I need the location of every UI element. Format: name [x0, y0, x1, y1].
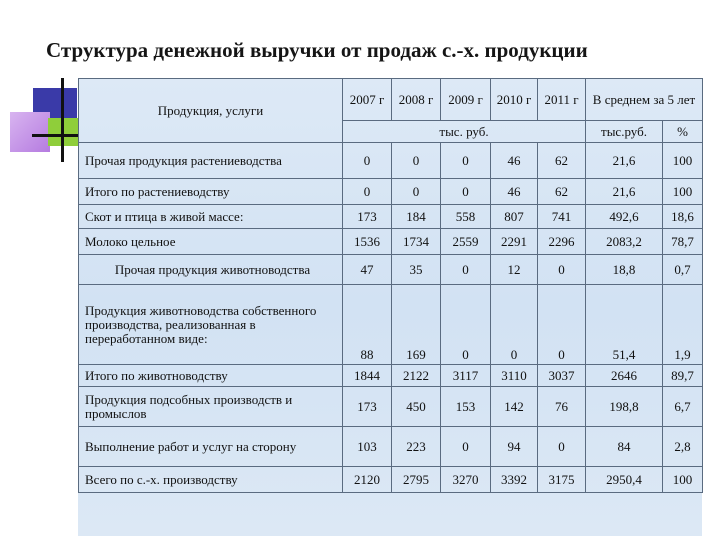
year-value-cell: 62: [538, 143, 586, 179]
header-year-cell: 2010 г: [491, 79, 538, 121]
year-value-cell: 0: [441, 143, 491, 179]
year-value-cell: 62: [538, 179, 586, 205]
average-value-cell: 492,6: [586, 205, 663, 229]
year-value-cell: 35: [392, 255, 441, 285]
percent-value-cell: 1,9: [663, 285, 703, 365]
year-value-cell: 2122: [392, 365, 441, 387]
header-year-cell: 2007 г: [343, 79, 392, 121]
header-year-cell: 2008 г: [392, 79, 441, 121]
percent-value-cell: 89,7: [663, 365, 703, 387]
year-value-cell: 3110: [491, 365, 538, 387]
year-value-cell: 558: [441, 205, 491, 229]
year-value-cell: 88: [343, 285, 392, 365]
year-value-cell: 173: [343, 387, 392, 427]
table-row: [79, 179, 703, 205]
year-value-cell: 0: [343, 143, 392, 179]
average-value-cell: 198,8: [586, 387, 663, 427]
table-row: [79, 255, 703, 285]
decor-square-lilac: [10, 112, 50, 152]
average-value-cell: 51,4: [586, 285, 663, 365]
year-value-cell: 1536: [343, 229, 392, 255]
year-value-cell: 94: [491, 427, 538, 467]
year-value-cell: 2559: [441, 229, 491, 255]
year-value-cell: 153: [441, 387, 491, 427]
year-value-cell: 0: [491, 285, 538, 365]
table-row: [79, 229, 703, 255]
header-year-cell: 2011 г: [538, 79, 586, 121]
year-value-cell: 169: [392, 285, 441, 365]
percent-value-cell: 100: [663, 179, 703, 205]
year-value-cell: 741: [538, 205, 586, 229]
table-row: [79, 205, 703, 229]
row-label: Продукция подсобных производств и промыслов: [79, 387, 343, 427]
header-year-cell: 2009 г: [441, 79, 491, 121]
header-average-cell: В среднем за 5 лет: [586, 79, 703, 121]
year-value-cell: 0: [441, 427, 491, 467]
year-value-cell: 0: [392, 179, 441, 205]
year-value-cell: 0: [538, 427, 586, 467]
average-value-cell: 21,6: [586, 179, 663, 205]
year-value-cell: 47: [343, 255, 392, 285]
year-value-cell: 103: [343, 427, 392, 467]
year-value-cell: 3175: [538, 467, 586, 493]
year-value-cell: 0: [538, 255, 586, 285]
average-value-cell: 84: [586, 427, 663, 467]
year-value-cell: 3392: [491, 467, 538, 493]
decor-line-vertical: [61, 78, 64, 162]
year-value-cell: 0: [392, 143, 441, 179]
table-row: [79, 387, 703, 427]
decor-line-horizontal: [32, 134, 80, 137]
year-value-cell: 3270: [441, 467, 491, 493]
year-value-cell: 2296: [538, 229, 586, 255]
header-product-cell: Продукция, услуги: [79, 79, 343, 143]
year-value-cell: 0: [441, 285, 491, 365]
average-value-cell: 21,6: [586, 143, 663, 179]
row-label: Прочая продукция растениеводства: [79, 143, 343, 179]
table-row: [79, 365, 703, 387]
average-value-cell: 18,8: [586, 255, 663, 285]
year-value-cell: 76: [538, 387, 586, 427]
year-value-cell: 0: [441, 255, 491, 285]
year-value-cell: 0: [441, 179, 491, 205]
year-value-cell: 46: [491, 179, 538, 205]
percent-value-cell: 0,7: [663, 255, 703, 285]
percent-value-cell: 100: [663, 467, 703, 493]
table-row: [79, 143, 703, 179]
year-value-cell: 1844: [343, 365, 392, 387]
year-value-cell: 3117: [441, 365, 491, 387]
slide-title: Структура денежной выручки от продаж с.-х. продукции: [46, 38, 588, 62]
table-row: [79, 285, 703, 365]
average-value-cell: 2083,2: [586, 229, 663, 255]
percent-value-cell: 6,7: [663, 387, 703, 427]
year-value-cell: 173: [343, 205, 392, 229]
year-value-cell: 3037: [538, 365, 586, 387]
year-value-cell: 2291: [491, 229, 538, 255]
percent-value-cell: 18,6: [663, 205, 703, 229]
row-label: Молоко цельное: [79, 229, 343, 255]
row-label: Итого по животноводству: [79, 365, 343, 387]
header-row: [79, 79, 703, 121]
table-row: [79, 427, 703, 467]
year-value-cell: 0: [538, 285, 586, 365]
unit-avg-cell: тыс.руб.: [586, 121, 663, 143]
row-label: Продукция животноводства собственного производства, реализованная в переработанном виде:: [79, 285, 343, 365]
year-value-cell: 450: [392, 387, 441, 427]
average-value-cell: 2950,4: [586, 467, 663, 493]
year-value-cell: 2795: [392, 467, 441, 493]
row-label: Прочая продукция животноводства: [79, 255, 343, 285]
year-value-cell: 223: [392, 427, 441, 467]
unit-pct-cell: %: [663, 121, 703, 143]
row-label: Всего по с.-х. производству: [79, 467, 343, 493]
year-value-cell: 2120: [343, 467, 392, 493]
percent-value-cell: 2,8: [663, 427, 703, 467]
year-value-cell: 807: [491, 205, 538, 229]
percent-value-cell: 78,7: [663, 229, 703, 255]
row-label: Выполнение работ и услуг на сторону: [79, 427, 343, 467]
average-value-cell: 2646: [586, 365, 663, 387]
year-value-cell: 0: [343, 179, 392, 205]
revenue-table: [78, 78, 703, 493]
year-value-cell: 1734: [392, 229, 441, 255]
year-value-cell: 184: [392, 205, 441, 229]
row-label: Итого по растениеводству: [79, 179, 343, 205]
year-value-cell: 12: [491, 255, 538, 285]
percent-value-cell: 100: [663, 143, 703, 179]
table-row: [79, 467, 703, 493]
row-label: Скот и птица в живой массе:: [79, 205, 343, 229]
unit-cell: тыс. руб.: [343, 121, 586, 143]
year-value-cell: 46: [491, 143, 538, 179]
year-value-cell: 142: [491, 387, 538, 427]
